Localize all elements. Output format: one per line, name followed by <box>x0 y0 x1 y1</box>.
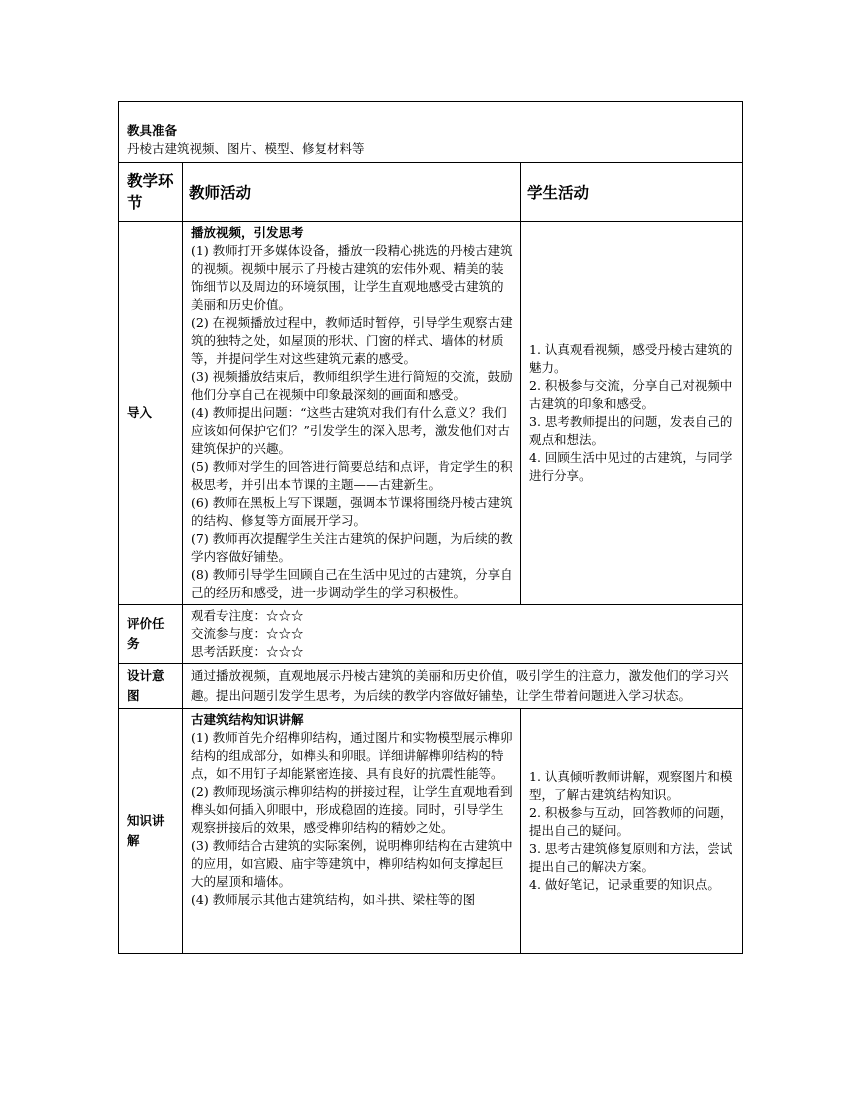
evaluation-row <box>119 605 743 664</box>
intro-teacher-item: (4) 教师提出问题：“这些古建筑对我们有什么意义？我们应该如何保护它们？”引发学生的深入思考，激发他们对古建筑保护的兴趣。 <box>191 405 510 456</box>
knowledge-student-item: 1. 认真倾听教师讲解，观察图片和模型，了解古建筑结构知识。 <box>529 769 733 802</box>
header-student: 学生活动 <box>521 163 743 222</box>
materials-title: 教具准备 <box>127 123 178 138</box>
materials-row <box>119 102 743 163</box>
lesson-plan-table <box>118 101 743 954</box>
intro-teacher-item: (6) 教师在黑板上写下课题，强调本节课将围绕丹棱古建筑的结构、修复等方面展开学习。 <box>191 495 513 528</box>
intro-teacher-item: (8) 教师引导学生回顾自己在生活中见过的古建筑，分享自己的经历和感受，进一步调动学生的学习积极性。 <box>191 567 513 600</box>
evaluation-item: 观看专注度：☆☆☆ <box>191 608 304 623</box>
intro-teacher-cell <box>183 222 521 605</box>
intro-student-item: 4. 回顾生活中见过的古建筑，与同学进行分享。 <box>529 450 733 483</box>
evaluation-cell <box>183 605 743 664</box>
header-row <box>119 163 743 222</box>
intro-teacher-item: (1) 教师打开多媒体设备，播放一段精心挑选的丹棱古建筑的视频。视频中展示了丹棱古建筑的宏伟外观、精美的装饰细节以及周边的环境氛围，让学生直观地感受古建筑的美丽和历史价值。 <box>191 243 513 312</box>
design-stage: 设计意图 <box>119 664 183 709</box>
intro-student-item: 3. 思考教师提出的问题，发表自己的观点和想法。 <box>529 414 733 447</box>
header-teacher: 教师活动 <box>183 163 521 222</box>
knowledge-teacher-item: (1) 教师首先介绍榫卯结构，通过图片和实物模型展示榫卯结构的组成部分，如榫头和卯眼。详细讲解榫卯结构的特点，如不用钉子却能紧密连接、具有良好的抗震性能等。 <box>191 730 513 781</box>
intro-teacher-item: (2) 在视频播放过程中，教师适时暂停，引导学生观察古建筑的独特之处，如屋顶的形状、门窗的样式、墙体的材质等，并提问学生对这些建筑元素的感受。 <box>191 315 513 366</box>
intro-teacher-item: (5) 教师对学生的回答进行简要总结和点评，肯定学生的积极思考，并引出本节课的主题——古建新生。 <box>191 459 513 492</box>
evaluation-item: 交流参与度：☆☆☆ <box>191 626 304 641</box>
knowledge-stage: 知识讲解 <box>119 709 183 954</box>
intro-student-cell <box>521 222 743 605</box>
design-text: 通过播放视频，直观地展示丹棱古建筑的美丽和历史价值，吸引学生的注意力，激发他们的学习兴趣。提出问题引发学生思考，为后续的教学内容做好铺垫，让学生带着问题进入学习状态。 <box>183 664 743 709</box>
knowledge-teacher-item: (4) 教师展示其他古建筑结构，如斗拱、梁柱等的图 <box>191 892 476 907</box>
knowledge-student-item: 4. 做好笔记，记录重要的知识点。 <box>529 877 720 892</box>
evaluation-stage: 评价任务 <box>119 605 183 664</box>
intro-student-item: 1. 认真观看视频，感受丹棱古建筑的魅力。 <box>529 342 733 375</box>
design-row <box>119 664 743 709</box>
header-stage: 教学环节 <box>119 163 183 222</box>
evaluation-item: 思考活跃度：☆☆☆ <box>191 644 304 659</box>
intro-row <box>119 222 743 605</box>
intro-teacher-item: (7) 教师再次提醒学生关注古建筑的保护问题，为后续的教学内容做好铺垫。 <box>191 531 513 564</box>
knowledge-student-item: 2. 积极参与互动，回答教师的问题，提出自己的疑问。 <box>529 805 733 838</box>
knowledge-teacher-clip <box>191 711 514 951</box>
knowledge-teacher-cell <box>183 709 521 954</box>
knowledge-title: 古建筑结构知识讲解 <box>191 712 304 727</box>
knowledge-teacher-item: (2) 教师现场演示榫卯结构的拼接过程，让学生直观地看到榫头如何插入卯眼中，形成稳固的连接。同时，引导学生观察拼接后的效果，感受榫卯结构的精妙之处。 <box>191 784 513 835</box>
intro-title: 播放视频，引发思考 <box>191 225 304 240</box>
intro-student-item: 2. 积极参与交流，分享自己对视频中古建筑的印象和感受。 <box>529 378 733 411</box>
materials-text: 丹棱古建筑视频、图片、模型、修复材料等 <box>127 141 365 156</box>
intro-teacher-item: (3) 视频播放结束后，教师组织学生进行简短的交流，鼓励他们分享自己在视频中印象最深刻的画面和感受。 <box>191 369 513 402</box>
knowledge-student-item: 3. 思考古建筑修复原则和方法，尝试提出自己的解决方案。 <box>529 841 733 874</box>
knowledge-student-cell <box>521 709 743 954</box>
knowledge-teacher-item: (3) 教师结合古建筑的实际案例，说明榫卯结构在古建筑中的应用，如宫殿、庙宇等建筑中，榫卯结构如何支撑起巨大的屋顶和墙体。 <box>191 838 513 889</box>
knowledge-row <box>119 709 743 954</box>
intro-stage: 导入 <box>119 222 183 605</box>
materials-cell <box>119 102 743 163</box>
